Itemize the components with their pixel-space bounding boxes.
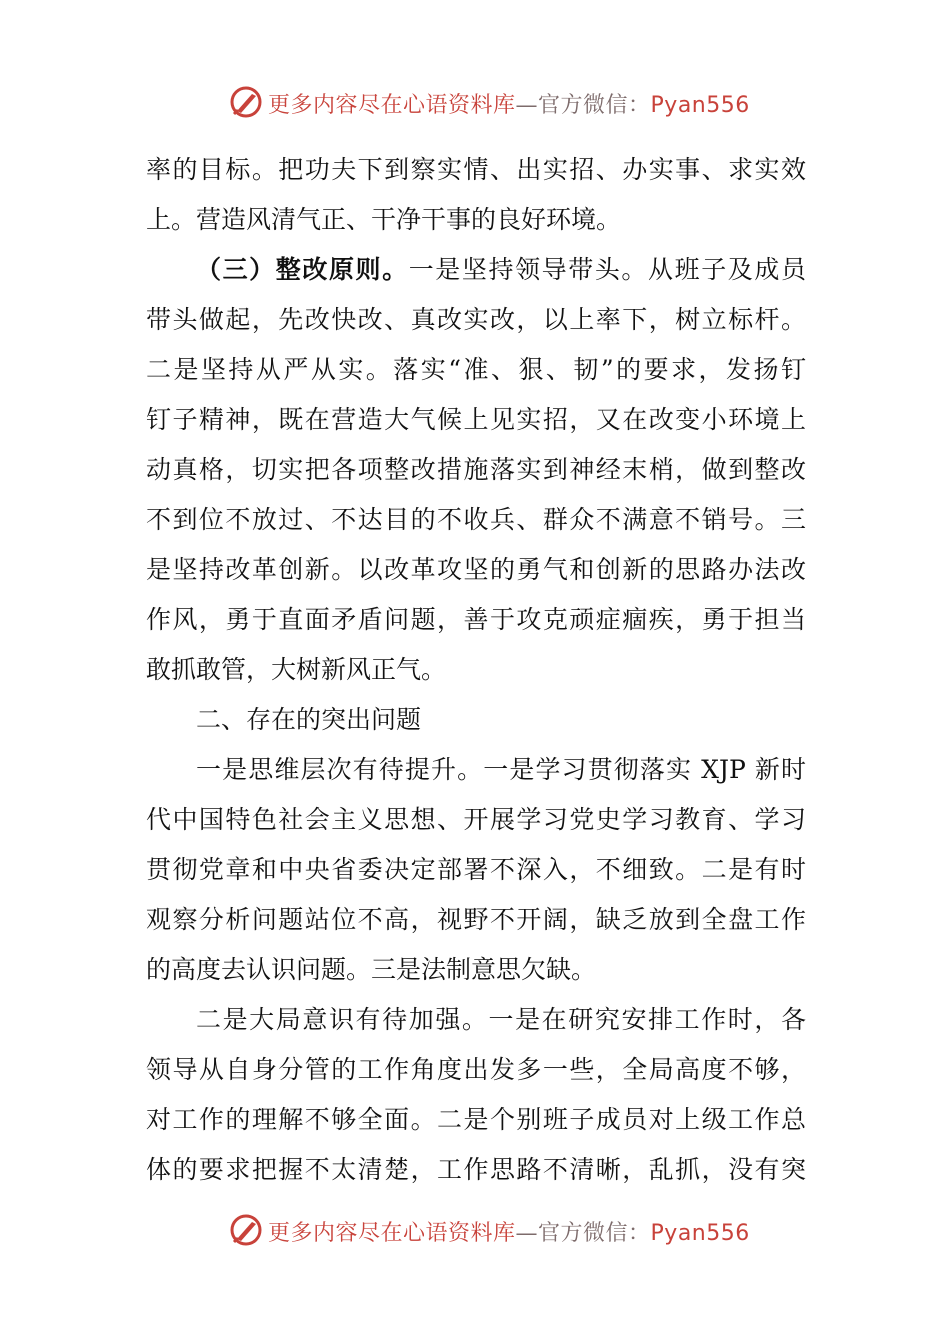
text-line: 观察分析问题站位不高，视野不开阔，缺乏放到全盘工作	[146, 905, 806, 934]
text-line: 二是坚持从严从实。落实“准、狠、韧”的要求，发扬钉	[146, 355, 806, 384]
text-line	[146, 245, 806, 295]
section-heading: 二、存在的突出问题	[196, 705, 422, 734]
footer-watermark-banner	[0, 1210, 950, 1250]
text-line: 率的目标。把功夫下到察实情、出实招、办实事、求实效	[146, 155, 806, 184]
banner-main-text: 更多内容尽在心语资料库	[268, 93, 516, 118]
paragraph	[146, 995, 806, 1195]
text-line: 作风，勇于直面矛盾问题，善于攻克顽症痼疾，勇于担当	[146, 605, 806, 634]
text-line: 的高度去认识问题。三是法制意思欠缺。	[146, 955, 597, 984]
document-body	[146, 145, 806, 1195]
text-line: 上。营造风清气正、干净干事的良好环境。	[146, 205, 622, 234]
banner-label: 官方微信：	[538, 93, 651, 118]
banner-account: Pyan556	[650, 1221, 750, 1246]
banner-text	[268, 1216, 750, 1247]
text-line: 不到位不放过、不达目的不收兵、群众不满意不销号。三	[146, 505, 806, 534]
text-line: 一是思维层次有待提升。一是学习贯彻落实 XJP 新时	[196, 755, 806, 784]
paragraph	[146, 745, 806, 995]
text-line: 带头做起，先改快改、真改实改，以上率下，树立标杆。	[146, 305, 806, 334]
banner-account: Pyan556	[650, 93, 750, 118]
pen-logo-icon	[228, 84, 264, 120]
banner-main-text: 更多内容尽在心语资料库	[268, 1221, 516, 1246]
section-lead: （三）整改原则。	[196, 255, 409, 284]
text-line: 敢抓敢管，大树新风正气。	[146, 655, 447, 684]
banner-separator: —	[515, 93, 539, 118]
text-line: 二是大局意识有待加强。一是在研究安排工作时，各	[196, 1005, 806, 1034]
text-line: 动真格，切实把各项整改措施落实到神经末梢，做到整改	[146, 455, 806, 484]
text-line: 是坚持改革创新。以改革攻坚的勇气和创新的思路办法改	[146, 555, 806, 584]
text-line: 对工作的理解不够全面。二是个别班子成员对上级工作总	[146, 1105, 806, 1134]
text-span: 一是坚持领导带头。从班子及成员	[408, 255, 806, 284]
banner-separator: —	[515, 1221, 539, 1246]
pen-logo-icon	[228, 1212, 264, 1248]
banner-label: 官方微信：	[538, 1221, 651, 1246]
paragraph	[146, 245, 806, 695]
text-line: 贯彻党章和中央省委决定部署不深入，不细致。二是有时	[146, 855, 806, 884]
paragraph	[146, 145, 806, 245]
header-watermark-banner	[0, 82, 950, 122]
text-line: 钉子精神，既在营造大气候上见实招，又在改变小环境上	[146, 405, 806, 434]
text-line: 领导从自身分管的工作角度出发多一些，全局高度不够，	[146, 1055, 806, 1084]
text-line: 代中国特色社会主义思想、开展学习党史学习教育、学习	[146, 805, 806, 834]
text-line: 体的要求把握不太清楚，工作思路不清晰，乱抓，没有突	[146, 1155, 806, 1184]
banner-text	[268, 88, 750, 119]
